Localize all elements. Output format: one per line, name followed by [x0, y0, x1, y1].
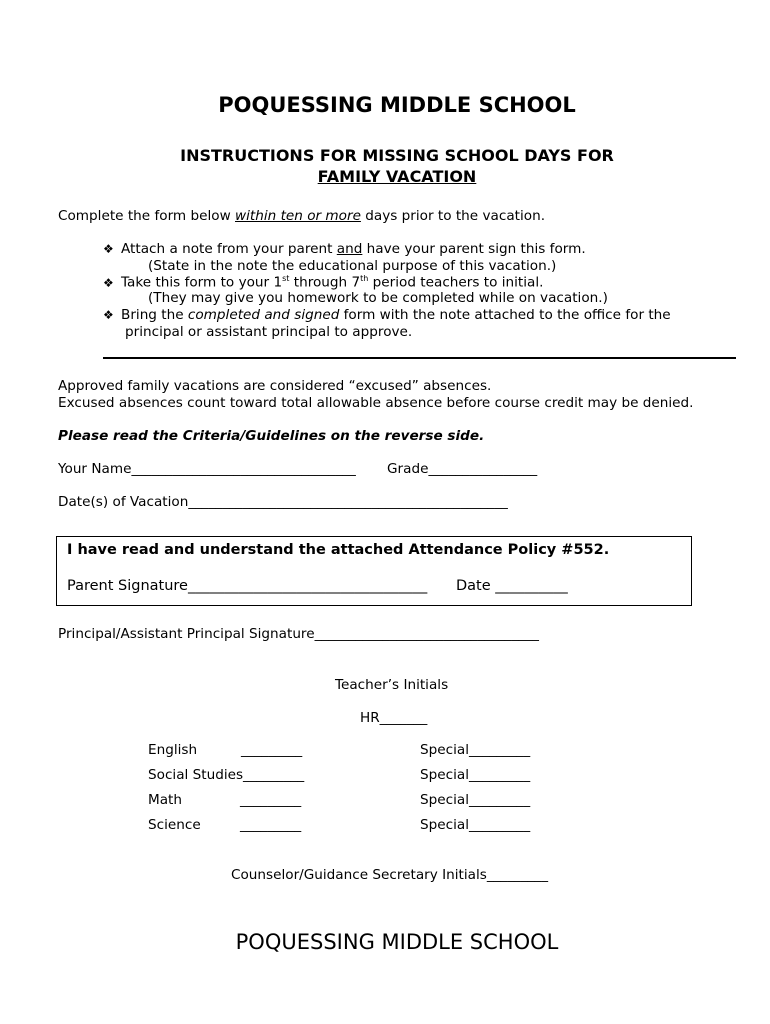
- footer-school-name: POQUESSING MIDDLE SCHOOL: [235, 930, 559, 954]
- grade-field[interactable]: Grade________________: [387, 461, 538, 477]
- intro-before: Complete the form below: [58, 208, 236, 224]
- science-initials-field[interactable]: _________: [240, 817, 302, 833]
- bullet-2-sup-1: st: [282, 274, 290, 283]
- bullet-2-sub: (They may give you homework to be completed while on vacation.): [148, 290, 608, 306]
- intro-text: [58, 208, 545, 224]
- english-label: English: [148, 742, 198, 758]
- social-studies-field[interactable]: Social Studies_________: [148, 767, 305, 783]
- bullet-1-sub: (State in the note the educational purpose of this vacation.): [148, 258, 557, 274]
- bullet-1: [103, 241, 586, 257]
- teacher-initials-heading: Teacher’s Initials: [335, 677, 449, 693]
- bullet-1-text-a: Attach a note from your parent: [121, 241, 337, 257]
- hr-initials-field[interactable]: HR_______: [360, 710, 428, 726]
- special-4-field[interactable]: Special_________: [420, 817, 531, 833]
- diamond-bullet-icon: ❖: [103, 275, 114, 290]
- counselor-initials-field[interactable]: Counselor/Guidance Secretary Initials_________: [231, 867, 549, 883]
- subtitle-line-2: FAMILY VACATION: [317, 167, 477, 186]
- absence-note: Excused absences count toward total allowable absence before course credit may be denied.: [58, 395, 694, 411]
- divider: [103, 357, 736, 359]
- bullet-3-emphasis: completed and signed: [187, 307, 340, 323]
- principal-signature-field[interactable]: Principal/Assistant Principal Signature_________________________________: [58, 626, 539, 642]
- bullet-3-text-b: form with the note attached to the office for the: [339, 307, 671, 323]
- diamond-bullet-icon: ❖: [103, 242, 114, 256]
- excused-note: Approved family vacations are considered “excused” absences.: [58, 378, 492, 394]
- special-1-field[interactable]: Special_________: [420, 742, 531, 758]
- criteria-note: Please read the Criteria/Guidelines on the reverse side.: [58, 428, 485, 444]
- bullet-1-text-b: have your parent sign this form.: [362, 241, 586, 257]
- special-3-field[interactable]: Special_________: [420, 792, 531, 808]
- intro-emphasis: within ten or more: [235, 208, 361, 224]
- bullet-1-and: and: [336, 241, 363, 257]
- bullet-2-text-c: period teachers to initial.: [368, 274, 544, 291]
- special-2-field[interactable]: Special_________: [420, 767, 531, 783]
- bullet-3-text-a: Bring the: [121, 307, 188, 323]
- english-initials-field[interactable]: _________: [241, 742, 303, 758]
- bullet-3: [103, 307, 671, 323]
- bullet-2-text-a: Take this form to your 1: [121, 274, 283, 291]
- math-label: Math: [148, 792, 183, 808]
- bullet-2-text-b: through 7: [289, 274, 361, 291]
- intro-after: days prior to the vacation.: [360, 208, 546, 224]
- your-name-field[interactable]: Your Name_________________________________: [58, 461, 356, 477]
- science-label: Science: [148, 817, 201, 833]
- page-title: POQUESSING MIDDLE SCHOOL: [218, 93, 576, 117]
- bullet-2: [103, 274, 543, 291]
- parent-date-field[interactable]: Date __________: [456, 578, 568, 594]
- policy-statement: I have read and understand the attached Attendance Policy #552.: [67, 542, 610, 558]
- parent-signature-field[interactable]: Parent Signature_________________________________: [67, 578, 428, 594]
- diamond-bullet-icon: ❖: [103, 308, 114, 322]
- bullet-3-cont: principal or assistant principal to approve.: [125, 324, 413, 340]
- vacation-dates-field[interactable]: Date(s) of Vacation_______________________________________________: [58, 494, 508, 510]
- subtitle-line-1: INSTRUCTIONS FOR MISSING SCHOOL DAYS FOR: [180, 146, 614, 165]
- math-initials-field[interactable]: _________: [240, 792, 302, 808]
- bullet-2-sup-2: th: [360, 274, 369, 283]
